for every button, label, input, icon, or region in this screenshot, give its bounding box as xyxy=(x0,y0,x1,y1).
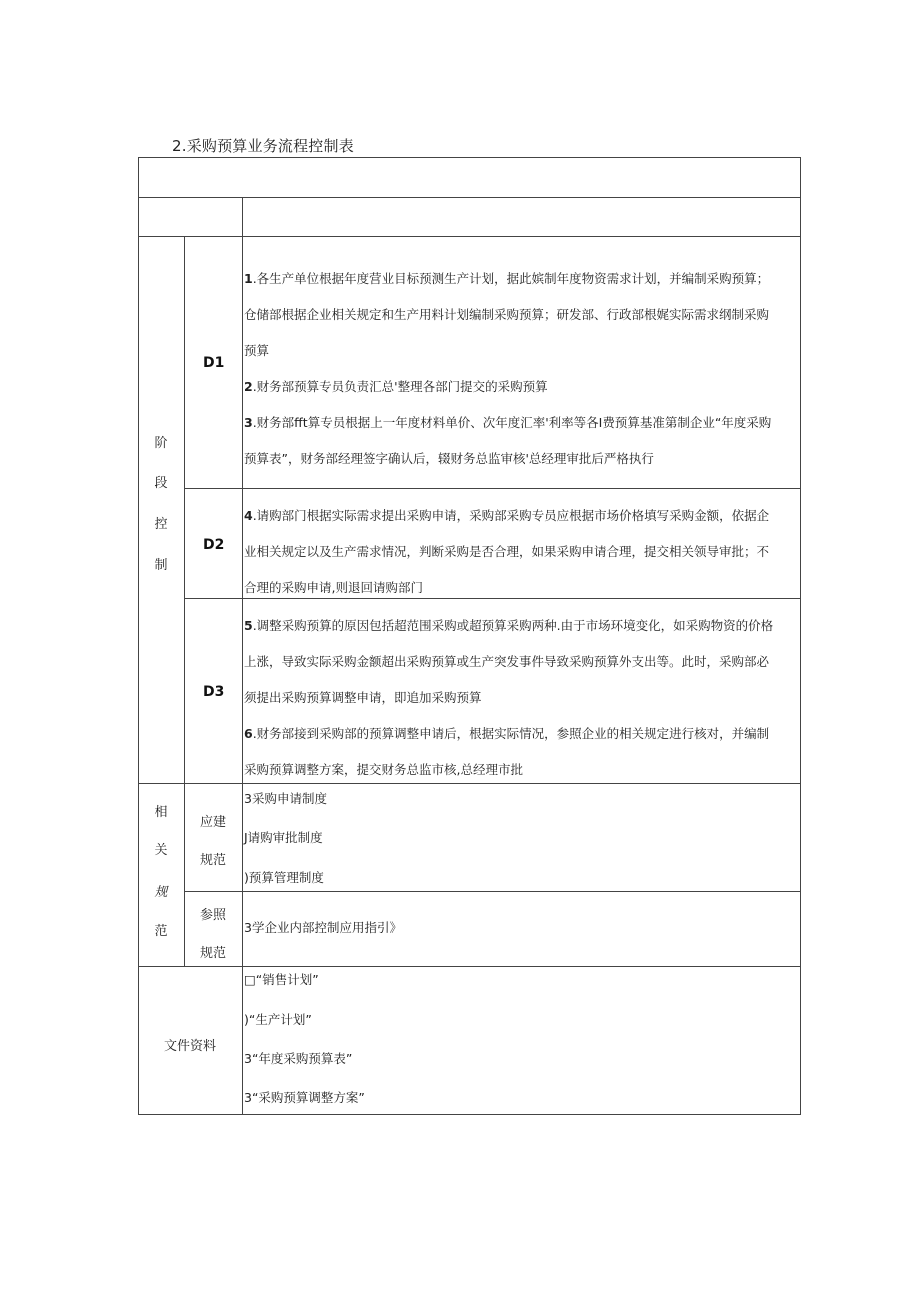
reference-label: 参照 xyxy=(199,908,226,923)
documents-label: 文件资料 xyxy=(163,1039,216,1054)
document-item: 3“采购预算调整方案” xyxy=(244,1090,365,1105)
reference-label: 规范 xyxy=(199,946,226,961)
stage-label-char: 控 xyxy=(154,517,168,532)
row-divider xyxy=(184,598,801,599)
stage-label-char: 制 xyxy=(154,558,168,573)
regulation-item: )预算管理制度 xyxy=(244,870,324,885)
stage-label-char: 段 xyxy=(154,476,168,491)
document-item: 3“年度采购预算表” xyxy=(244,1051,353,1066)
regulations-label-char: 相 xyxy=(154,805,168,820)
regulation-item: 3采购申请制度 xyxy=(244,791,327,806)
document-item: □“销售计划” xyxy=(244,972,319,987)
row-divider xyxy=(138,966,801,967)
d1-line: 1.各生产单位根据年度营业目标预测生产计划，据此嫔制年度物资需求计划，并编制采购预算； xyxy=(244,271,770,286)
should-build-label: 规范 xyxy=(199,853,226,868)
column-divider xyxy=(242,197,243,1115)
row-divider xyxy=(138,783,801,784)
document-item: )“生产计划” xyxy=(244,1012,312,1027)
row-divider xyxy=(184,488,801,489)
regulations-label-char: 范 xyxy=(154,924,168,939)
column-divider xyxy=(184,236,185,966)
stage-code-d1: D1 xyxy=(203,355,225,371)
stage-label-char: 阶 xyxy=(154,436,168,451)
d1-line: 预算 xyxy=(244,343,270,358)
regulation-item: J请购审批制度 xyxy=(244,830,323,845)
d3-line: 5.调整采购预算的原因包括超范围采购或超预算采购两种.由于市场环境变化，如采购物资的价格 xyxy=(244,618,774,633)
control-table xyxy=(138,157,801,1115)
d1-line: 2.财务部预算专员负责汇总'整理各部门提交的采购预算 xyxy=(244,379,548,394)
d1-line: 3.财务部fft算专员根据上一年度材料单价、次年度汇率'利率等各I费预算基准第制企业“年度采购 xyxy=(244,415,772,430)
d2-line: 合理的采购申请,则退回请购部门 xyxy=(244,580,423,595)
d2-line: 4.请购部门根据实际需求提出采购申请，采购部采购专员应根据市场价格填写采购金额，依据企 xyxy=(244,508,770,523)
d1-line: 预算表”，财务部经理签字确认后，辍财务总监审核'总经理审批后严格执行 xyxy=(244,451,654,466)
d3-line: 采购预算调整方案，提交财务总监市核,总经理市批 xyxy=(244,762,523,777)
d3-line: 上涨，导致实际采购金额超出采购预算或生产突发事件导致采购预算外支出等。此时，采购部必 xyxy=(244,654,770,669)
reference-item: 3学企业内部控制应用指引》 xyxy=(244,920,402,935)
d1-line: 仓储部根据企业相关规定和生产用料计划编制采购预算；研发部、行政部根娓实际需求纲制采购 xyxy=(244,307,770,322)
row-divider xyxy=(138,197,801,198)
stage-code-d2: D2 xyxy=(203,537,225,553)
d2-line: 业相关规定以及生产需求情况，判断采购是否合理，如果采购申请合理，提交相关领导审批；不 xyxy=(244,544,770,559)
page-title: 2.采购预算业务流程控制表 xyxy=(172,137,354,155)
regulations-label-char: 规 xyxy=(154,885,168,900)
row-divider xyxy=(184,891,801,892)
should-build-label: 应建 xyxy=(199,815,226,830)
regulations-label-char: 关 xyxy=(154,843,168,858)
row-divider xyxy=(138,236,801,237)
d3-line: 须提出采购预算调整申请，即追加采购预算 xyxy=(244,690,482,705)
stage-code-d3: D3 xyxy=(203,684,225,700)
d3-line: 6.财务部接到采购部的预算调整申请后，根据实际情况，参照企业的相关规定进行核对，并编制 xyxy=(244,726,770,741)
